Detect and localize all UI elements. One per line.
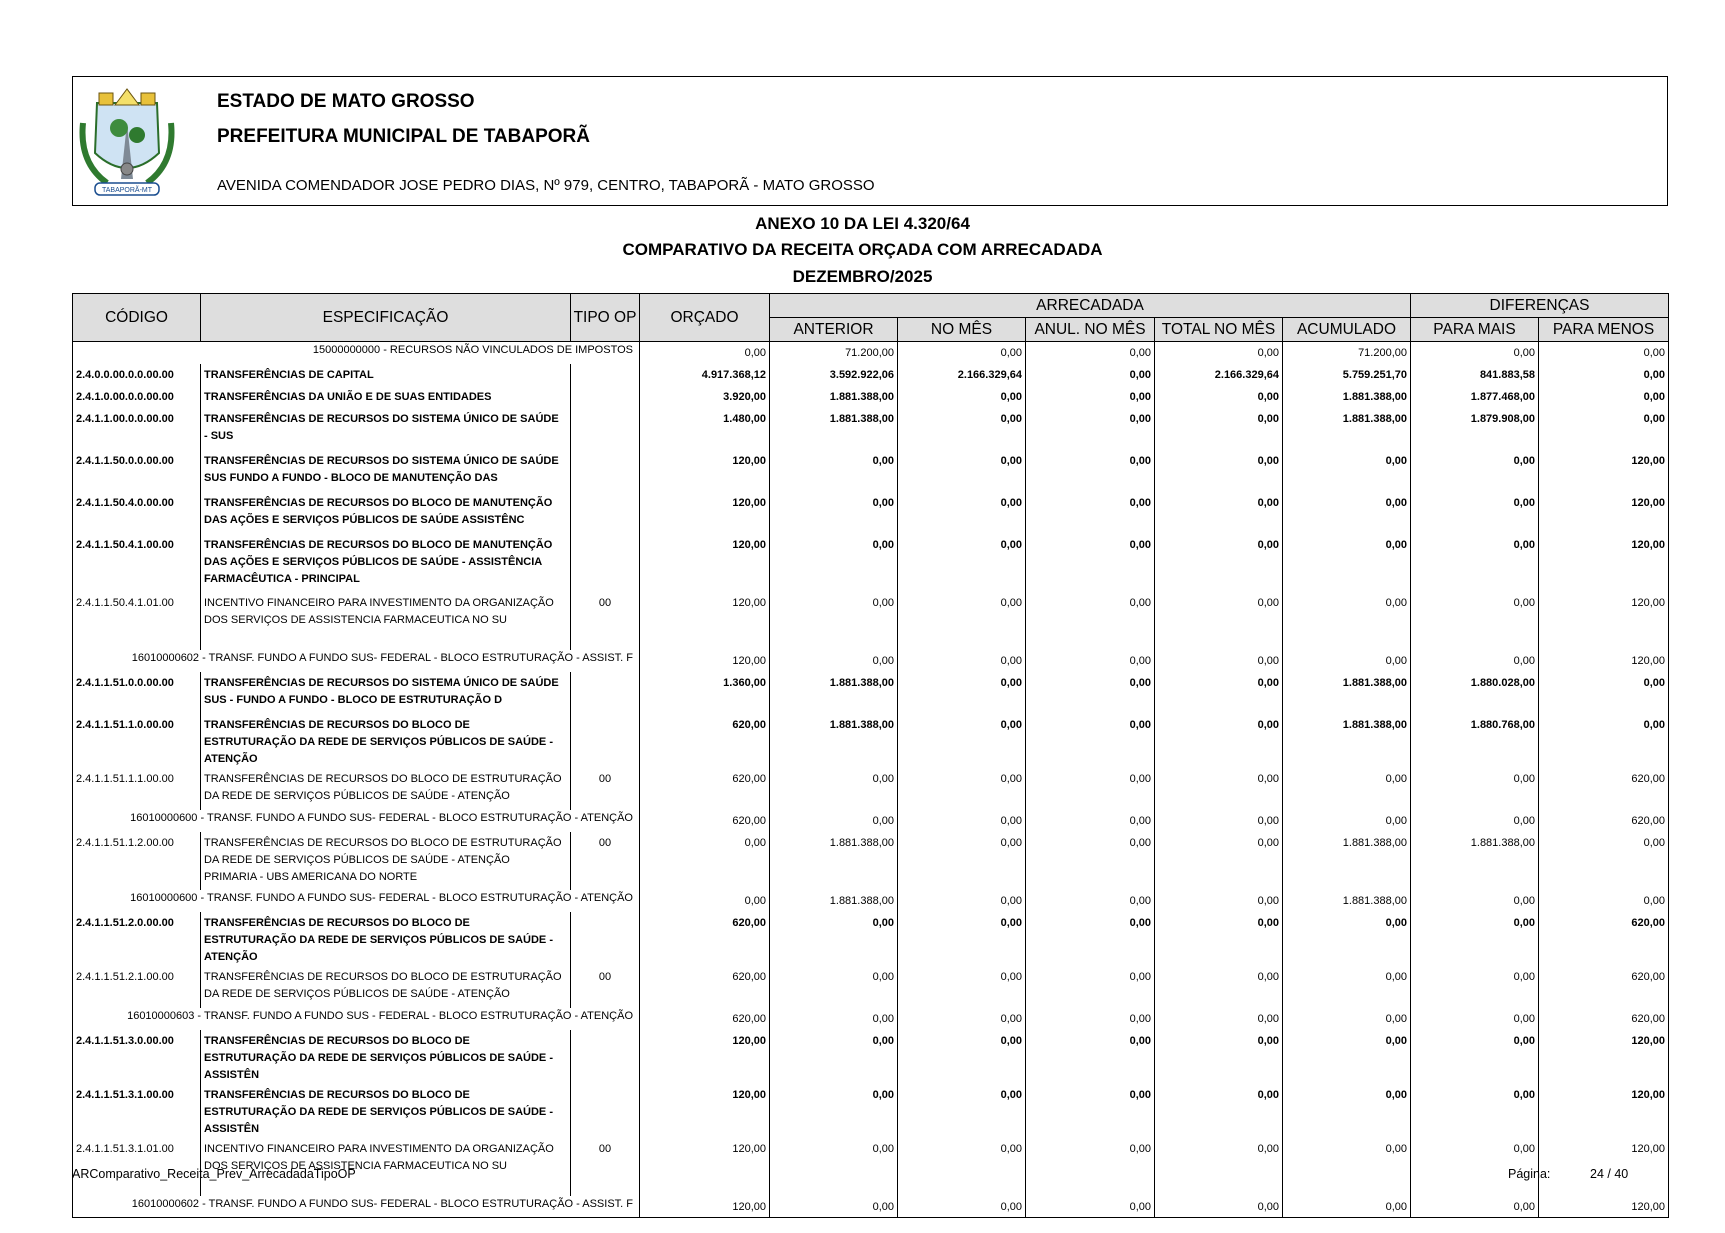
cell-anterior: 3.592.922,06	[770, 364, 898, 386]
cell-orcado: 120,00	[640, 1138, 770, 1196]
cell-anterior: 0,00	[770, 1084, 898, 1138]
table-row	[73, 966, 1669, 1008]
cell-no-mes: 0,00	[898, 408, 1026, 450]
especificacao-text: TRANSFERÊNCIAS DE RECURSOS DO BLOCO DE ESTRUTURAÇÃO DA REDE DE SERVIÇOS PÚBLICOS DE SAÚDE - ATENÇÃO	[204, 916, 553, 963]
cell-orcado: 1.360,00	[640, 672, 770, 714]
col-header-anterior: ANTERIOR	[770, 318, 898, 342]
cell-tipo-op	[571, 1030, 640, 1084]
especificacao-text: TRANSFERÊNCIAS DE RECURSOS DO SISTEMA ÚNICO DE SAÚDE - SUS	[204, 412, 559, 442]
funding-source-cell	[73, 342, 640, 364]
cell-para-menos: 120,00	[1539, 1196, 1669, 1218]
cell-total-no-mes: 0,00	[1155, 492, 1283, 534]
funding-source-row	[73, 1196, 1669, 1218]
cell-acumulado: 0,00	[1283, 768, 1411, 810]
cell-total-no-mes: 0,00	[1155, 1030, 1283, 1084]
cell-para-mais: 0,00	[1411, 534, 1539, 592]
cell-para-mais: 0,00	[1411, 810, 1539, 832]
cell-para-menos: 0,00	[1539, 408, 1669, 450]
cell-anul-no-mes: 0,00	[1026, 810, 1155, 832]
especificacao-text: TRANSFERÊNCIAS DE RECURSOS DO SISTEMA ÚNICO DE SAÚDE SUS FUNDO A FUNDO - BLOCO DE MANUTENÇÃO DAS	[204, 454, 559, 484]
cell-orcado: 620,00	[640, 1008, 770, 1030]
cell-tipo-op	[571, 408, 640, 450]
col-header-para-mais: PARA MAIS	[1411, 318, 1539, 342]
page-label: Página:	[1508, 1167, 1551, 1181]
cell-orcado: 620,00	[640, 768, 770, 810]
cell-anul-no-mes: 0,00	[1026, 714, 1155, 768]
cell-anterior: 0,00	[770, 1138, 898, 1196]
cell-especificacao	[201, 592, 571, 650]
cell-para-mais: 1.880.028,00	[1411, 672, 1539, 714]
cell-para-mais: 0,00	[1411, 450, 1539, 492]
cell-no-mes: 0,00	[898, 650, 1026, 672]
cell-para-menos: 620,00	[1539, 768, 1669, 810]
cell-anterior: 0,00	[770, 1196, 898, 1218]
funding-source-row	[73, 1008, 1669, 1030]
col-header-no-mes: NO MÊS	[898, 318, 1026, 342]
especificacao-text: TRANSFERÊNCIAS DE RECURSOS DO BLOCO DE ESTRUTURAÇÃO DA REDE DE SERVIÇOS PÚBLICOS DE SAÚDE - ATENÇÃO PRIMARIA - UBS AMERICANA DO NORTE	[204, 836, 562, 883]
table-row	[73, 408, 1669, 450]
cell-acumulado: 1.881.388,00	[1283, 832, 1411, 890]
col-group-arrecadada: ARRECADADA	[770, 294, 1411, 318]
cell-total-no-mes: 0,00	[1155, 650, 1283, 672]
cell-orcado: 120,00	[640, 592, 770, 650]
cell-total-no-mes: 2.166.329,64	[1155, 364, 1283, 386]
cell-orcado: 120,00	[640, 534, 770, 592]
table-body	[73, 342, 1669, 1218]
cell-acumulado: 5.759.251,70	[1283, 364, 1411, 386]
cell-tipo-op: 00	[571, 592, 640, 650]
col-group-diferencas: DIFERENÇAS	[1411, 294, 1669, 318]
report-header	[72, 76, 1668, 206]
cell-para-mais: 0,00	[1411, 1084, 1539, 1138]
cell-orcado: 0,00	[640, 342, 770, 364]
funding-source-cell	[73, 1196, 640, 1218]
cell-para-menos: 120,00	[1539, 450, 1669, 492]
cell-anterior: 0,00	[770, 534, 898, 592]
col-header-acumulado: ACUMULADO	[1283, 318, 1411, 342]
cell-codigo: 2.4.1.1.51.3.0.00.00	[73, 1030, 201, 1084]
cell-acumulado: 0,00	[1283, 1008, 1411, 1030]
table-row	[73, 364, 1669, 386]
cell-para-mais: 0,00	[1411, 1030, 1539, 1084]
cell-codigo: 2.4.1.1.51.2.1.00.00	[73, 966, 201, 1008]
cell-anterior: 0,00	[770, 912, 898, 966]
logo-caption: TABAPORÃ-MT	[101, 187, 153, 194]
col-header-orcado: ORÇADO	[640, 294, 770, 342]
especificacao-text: TRANSFERÊNCIAS DE RECURSOS DO BLOCO DE ESTRUTURAÇÃO DA REDE DE SERVIÇOS PÚBLICOS DE SAÚDE - ATENÇÃO	[204, 772, 562, 802]
cell-anul-no-mes: 0,00	[1026, 912, 1155, 966]
cell-anterior: 1.881.388,00	[770, 890, 898, 912]
col-header-para-menos: PARA MENOS	[1539, 318, 1669, 342]
cell-para-mais: 1.877.468,00	[1411, 386, 1539, 408]
cell-no-mes: 0,00	[898, 890, 1026, 912]
cell-anul-no-mes: 0,00	[1026, 672, 1155, 714]
table-row	[73, 912, 1669, 966]
cell-anul-no-mes: 0,00	[1026, 768, 1155, 810]
funding-source-cell	[73, 1008, 640, 1030]
cell-anterior: 0,00	[770, 650, 898, 672]
cell-anterior: 0,00	[770, 810, 898, 832]
cell-total-no-mes: 0,00	[1155, 890, 1283, 912]
cell-no-mes: 0,00	[898, 810, 1026, 832]
cell-orcado: 120,00	[640, 650, 770, 672]
cell-para-mais: 0,00	[1411, 912, 1539, 966]
cell-orcado: 620,00	[640, 714, 770, 768]
cell-para-mais: 1.881.388,00	[1411, 832, 1539, 890]
cell-no-mes: 0,00	[898, 672, 1026, 714]
cell-especificacao	[201, 386, 571, 408]
cell-especificacao	[201, 714, 571, 768]
cell-total-no-mes: 0,00	[1155, 912, 1283, 966]
funding-source-label: 16010000602 - TRANSF. FUNDO A FUNDO SUS- FEDERAL - BLOCO ESTRUTURAÇÃO - ASSIST. F	[131, 651, 633, 664]
cell-codigo: 2.4.1.1.51.1.0.00.00	[73, 714, 201, 768]
cell-anterior: 0,00	[770, 768, 898, 810]
cell-tipo-op	[571, 364, 640, 386]
cell-orcado: 120,00	[640, 1030, 770, 1084]
cell-para-menos: 0,00	[1539, 832, 1669, 890]
cell-tipo-op: 00	[571, 768, 640, 810]
cell-total-no-mes: 0,00	[1155, 672, 1283, 714]
cell-para-mais: 0,00	[1411, 1008, 1539, 1030]
cell-para-mais: 0,00	[1411, 592, 1539, 650]
cell-codigo: 2.4.1.1.51.1.1.00.00	[73, 768, 201, 810]
cell-para-menos: 0,00	[1539, 386, 1669, 408]
funding-source-cell	[73, 650, 640, 672]
cell-no-mes: 0,00	[898, 342, 1026, 364]
report-identifier: ARComparativo_Receita_Prev_ArrecadadaTipoOP	[72, 1167, 356, 1181]
municipality-name: PREFEITURA MUNICIPAL DE TABAPORÃ	[217, 126, 590, 147]
cell-acumulado: 1.881.388,00	[1283, 408, 1411, 450]
cell-total-no-mes: 0,00	[1155, 832, 1283, 890]
cell-para-menos: 120,00	[1539, 592, 1669, 650]
cell-para-mais: 1.880.768,00	[1411, 714, 1539, 768]
cell-total-no-mes: 0,00	[1155, 592, 1283, 650]
cell-especificacao	[201, 672, 571, 714]
cell-anul-no-mes: 0,00	[1026, 890, 1155, 912]
table-row	[73, 1030, 1669, 1084]
cell-anul-no-mes: 0,00	[1026, 534, 1155, 592]
cell-anterior: 1.881.388,00	[770, 408, 898, 450]
cell-especificacao	[201, 1030, 571, 1084]
cell-tipo-op: 00	[571, 832, 640, 890]
cell-para-menos: 620,00	[1539, 966, 1669, 1008]
cell-para-menos: 120,00	[1539, 1084, 1669, 1138]
cell-orcado: 120,00	[640, 450, 770, 492]
cell-tipo-op	[571, 1084, 640, 1138]
cell-tipo-op	[571, 492, 640, 534]
cell-codigo: 2.4.1.1.51.2.0.00.00	[73, 912, 201, 966]
especificacao-text: TRANSFERÊNCIAS DE RECURSOS DO SISTEMA ÚNICO DE SAÚDE SUS - FUNDO A FUNDO - BLOCO DE ESTRUTURAÇÃO D	[204, 676, 559, 706]
cell-acumulado: 0,00	[1283, 912, 1411, 966]
cell-para-menos: 620,00	[1539, 1008, 1669, 1030]
cell-orcado: 0,00	[640, 832, 770, 890]
cell-no-mes: 0,00	[898, 1008, 1026, 1030]
cell-no-mes: 0,00	[898, 534, 1026, 592]
cell-codigo: 2.4.1.1.50.0.0.00.00	[73, 450, 201, 492]
cell-para-mais: 0,00	[1411, 492, 1539, 534]
cell-tipo-op	[571, 714, 640, 768]
cell-para-mais: 0,00	[1411, 966, 1539, 1008]
col-header-anul-no-mes: ANUL. NO MÊS	[1026, 318, 1155, 342]
cell-anterior: 0,00	[770, 492, 898, 534]
cell-especificacao	[201, 450, 571, 492]
cell-para-menos: 0,00	[1539, 890, 1669, 912]
cell-para-menos: 620,00	[1539, 912, 1669, 966]
cell-codigo: 2.4.1.1.51.3.1.01.00	[73, 1138, 201, 1196]
cell-anul-no-mes: 0,00	[1026, 650, 1155, 672]
cell-tipo-op	[571, 386, 640, 408]
cell-acumulado: 0,00	[1283, 810, 1411, 832]
especificacao-text: TRANSFERÊNCIAS DE RECURSOS DO BLOCO DE MANUTENÇÃO DAS AÇÕES E SERVIÇOS PÚBLICOS DE SAÚDE ASSISTÊNC	[204, 496, 553, 526]
revenue-comparison-table	[72, 293, 1669, 1218]
cell-para-menos: 120,00	[1539, 1138, 1669, 1196]
cell-orcado: 620,00	[640, 810, 770, 832]
report-title: COMPARATIVO DA RECEITA ORÇADA COM ARRECADADA	[622, 240, 1103, 259]
especificacao-text: INCENTIVO FINANCEIRO PARA INVESTIMENTO DA ORGANIZAÇÃO DOS SERVIÇOS DE ASSISTENCIA FARMACEUTICA NO SU	[204, 1142, 554, 1172]
cell-para-mais: 0,00	[1411, 890, 1539, 912]
cell-anul-no-mes: 0,00	[1026, 832, 1155, 890]
cell-orcado: 120,00	[640, 1196, 770, 1218]
cell-acumulado: 0,00	[1283, 1030, 1411, 1084]
funding-source-label: 16010000600 - TRANSF. FUNDO A FUNDO SUS- FEDERAL - BLOCO ESTRUTURAÇÃO - ATENÇÃO	[130, 811, 633, 824]
cell-anterior: 0,00	[770, 1030, 898, 1084]
cell-acumulado: 0,00	[1283, 450, 1411, 492]
cell-codigo: 2.4.1.1.50.4.1.00.00	[73, 534, 201, 592]
cell-codigo: 2.4.1.1.00.0.0.00.00	[73, 408, 201, 450]
cell-codigo: 2.4.1.1.51.3.1.00.00	[73, 1084, 201, 1138]
cell-orcado: 620,00	[640, 966, 770, 1008]
cell-especificacao	[201, 912, 571, 966]
cell-anul-no-mes: 0,00	[1026, 1030, 1155, 1084]
col-header-total-no-mes: TOTAL NO MÊS	[1155, 318, 1283, 342]
cell-total-no-mes: 0,00	[1155, 1084, 1283, 1138]
especificacao-text: INCENTIVO FINANCEIRO PARA INVESTIMENTO DA ORGANIZAÇÃO DOS SERVIÇOS DE ASSISTENCIA FARMACEUTICA NO SU	[204, 596, 554, 626]
cell-total-no-mes: 0,00	[1155, 342, 1283, 364]
page-number: 24 / 40	[1590, 1167, 1629, 1181]
cell-anterior: 1.881.388,00	[770, 386, 898, 408]
cell-codigo: 2.4.0.0.00.0.0.00.00	[73, 364, 201, 386]
table-row	[73, 832, 1669, 890]
especificacao-text: TRANSFERÊNCIAS DE RECURSOS DO BLOCO DE ESTRUTURAÇÃO DA REDE DE SERVIÇOS PÚBLICOS DE SAÚDE - ATENÇÃO	[204, 718, 553, 765]
report-period: DEZEMBRO/2025	[792, 267, 933, 286]
cell-no-mes: 0,00	[898, 492, 1026, 534]
cell-anterior: 1.881.388,00	[770, 714, 898, 768]
col-header-codigo: CÓDIGO	[73, 294, 201, 342]
cell-total-no-mes: 0,00	[1155, 386, 1283, 408]
funding-source-label: 16010000603 - TRANSF. FUNDO A FUNDO SUS - FEDERAL - BLOCO ESTRUTURAÇÃO - ATENÇÃO	[127, 1009, 633, 1022]
especificacao-text: TRANSFERÊNCIAS DE RECURSOS DO BLOCO DE ESTRUTURAÇÃO DA REDE DE SERVIÇOS PÚBLICOS DE SAÚDE - ASSISTÊN	[204, 1034, 553, 1081]
cell-para-mais: 0,00	[1411, 1196, 1539, 1218]
cell-especificacao	[201, 966, 571, 1008]
cell-codigo: 2.4.1.0.00.0.0.00.00	[73, 386, 201, 408]
cell-para-menos: 620,00	[1539, 810, 1669, 832]
cell-tipo-op: 00	[571, 1138, 640, 1196]
state-name: ESTADO DE MATO GROSSO	[217, 91, 475, 112]
cell-total-no-mes: 0,00	[1155, 450, 1283, 492]
especificacao-text: TRANSFERÊNCIAS DA UNIÃO E DE SUAS ENTIDADES	[204, 390, 492, 403]
table-row	[73, 592, 1669, 650]
cell-acumulado: 0,00	[1283, 650, 1411, 672]
cell-especificacao	[201, 492, 571, 534]
table-row	[73, 534, 1669, 592]
cell-anterior: 0,00	[770, 592, 898, 650]
table-row	[73, 492, 1669, 534]
funding-source-cell	[73, 810, 640, 832]
cell-orcado: 3.920,00	[640, 386, 770, 408]
table-row	[73, 768, 1669, 810]
cell-anul-no-mes: 0,00	[1026, 408, 1155, 450]
cell-no-mes: 0,00	[898, 386, 1026, 408]
cell-orcado: 120,00	[640, 492, 770, 534]
cell-acumulado: 0,00	[1283, 592, 1411, 650]
cell-para-menos: 120,00	[1539, 650, 1669, 672]
cell-no-mes: 0,00	[898, 966, 1026, 1008]
cell-especificacao	[201, 408, 571, 450]
table-row	[73, 450, 1669, 492]
cell-codigo: 2.4.1.1.51.1.2.00.00	[73, 832, 201, 890]
funding-source-cell	[73, 890, 640, 912]
cell-anul-no-mes: 0,00	[1026, 386, 1155, 408]
especificacao-text: TRANSFERÊNCIAS DE CAPITAL	[204, 368, 374, 381]
col-header-especificacao: ESPECIFICAÇÃO	[201, 294, 571, 342]
cell-total-no-mes: 0,00	[1155, 534, 1283, 592]
cell-especificacao	[201, 534, 571, 592]
table-row	[73, 714, 1669, 768]
cell-para-mais: 0,00	[1411, 768, 1539, 810]
cell-para-menos: 120,00	[1539, 534, 1669, 592]
funding-source-row	[73, 650, 1669, 672]
cell-orcado: 4.917.368,12	[640, 364, 770, 386]
cell-no-mes: 2.166.329,64	[898, 364, 1026, 386]
cell-anul-no-mes: 0,00	[1026, 966, 1155, 1008]
funding-source-row	[73, 810, 1669, 832]
funding-source-label: 16010000600 - TRANSF. FUNDO A FUNDO SUS- FEDERAL - BLOCO ESTRUTURAÇÃO - ATENÇÃO	[130, 891, 633, 904]
cell-total-no-mes: 0,00	[1155, 1196, 1283, 1218]
cell-anterior: 71.200,00	[770, 342, 898, 364]
cell-anul-no-mes: 0,00	[1026, 492, 1155, 534]
especificacao-text: TRANSFERÊNCIAS DE RECURSOS DO BLOCO DE ESTRUTURAÇÃO DA REDE DE SERVIÇOS PÚBLICOS DE SAÚDE - ATENÇÃO	[204, 970, 562, 1000]
cell-no-mes: 0,00	[898, 1138, 1026, 1196]
cell-anul-no-mes: 0,00	[1026, 1008, 1155, 1030]
cell-tipo-op	[571, 450, 640, 492]
cell-total-no-mes: 0,00	[1155, 768, 1283, 810]
funding-source-label: 16010000602 - TRANSF. FUNDO A FUNDO SUS- FEDERAL - BLOCO ESTRUTURAÇÃO - ASSIST. F	[131, 1197, 633, 1210]
cell-tipo-op	[571, 534, 640, 592]
cell-tipo-op	[571, 672, 640, 714]
cell-anterior: 1.881.388,00	[770, 832, 898, 890]
cell-no-mes: 0,00	[898, 1030, 1026, 1084]
table-row	[73, 1084, 1669, 1138]
cell-para-mais: 0,00	[1411, 650, 1539, 672]
cell-orcado: 620,00	[640, 912, 770, 966]
cell-para-menos: 0,00	[1539, 672, 1669, 714]
table-row	[73, 386, 1669, 408]
funding-source-row	[73, 890, 1669, 912]
cell-orcado: 120,00	[640, 1084, 770, 1138]
cell-acumulado: 0,00	[1283, 492, 1411, 534]
cell-especificacao	[201, 364, 571, 386]
cell-no-mes: 0,00	[898, 768, 1026, 810]
cell-no-mes: 0,00	[898, 1196, 1026, 1218]
cell-especificacao	[201, 768, 571, 810]
cell-anul-no-mes: 0,00	[1026, 592, 1155, 650]
cell-para-mais: 841.883,58	[1411, 364, 1539, 386]
cell-para-menos: 0,00	[1539, 342, 1669, 364]
cell-anul-no-mes: 0,00	[1026, 342, 1155, 364]
cell-total-no-mes: 0,00	[1155, 1138, 1283, 1196]
table-row	[73, 672, 1669, 714]
cell-acumulado: 1.881.388,00	[1283, 386, 1411, 408]
cell-acumulado: 1.881.388,00	[1283, 714, 1411, 768]
cell-especificacao	[201, 1084, 571, 1138]
municipal-coat-of-arms-logo	[77, 83, 177, 201]
cell-anul-no-mes: 0,00	[1026, 1138, 1155, 1196]
especificacao-text: TRANSFERÊNCIAS DE RECURSOS DO BLOCO DE ESTRUTURAÇÃO DA REDE DE SERVIÇOS PÚBLICOS DE SAÚDE - ASSISTÊN	[204, 1088, 553, 1135]
cell-para-mais: 0,00	[1411, 342, 1539, 364]
cell-anul-no-mes: 0,00	[1026, 1196, 1155, 1218]
cell-acumulado: 0,00	[1283, 966, 1411, 1008]
col-header-tipo-op: TIPO OP	[571, 294, 640, 342]
funding-source-row	[73, 342, 1669, 364]
cell-no-mes: 0,00	[898, 714, 1026, 768]
cell-anterior: 0,00	[770, 1008, 898, 1030]
cell-tipo-op	[571, 912, 640, 966]
cell-no-mes: 0,00	[898, 592, 1026, 650]
cell-codigo: 2.4.1.1.50.4.1.01.00	[73, 592, 201, 650]
cell-acumulado: 0,00	[1283, 1084, 1411, 1138]
cell-tipo-op: 00	[571, 966, 640, 1008]
cell-para-mais: 1.879.908,00	[1411, 408, 1539, 450]
cell-no-mes: 0,00	[898, 832, 1026, 890]
cell-acumulado: 0,00	[1283, 1196, 1411, 1218]
cell-acumulado: 1.881.388,00	[1283, 672, 1411, 714]
cell-orcado: 1.480,00	[640, 408, 770, 450]
cell-anul-no-mes: 0,00	[1026, 1084, 1155, 1138]
cell-no-mes: 0,00	[898, 450, 1026, 492]
cell-anul-no-mes: 0,00	[1026, 364, 1155, 386]
cell-anterior: 0,00	[770, 966, 898, 1008]
cell-para-menos: 120,00	[1539, 1030, 1669, 1084]
cell-acumulado: 71.200,00	[1283, 342, 1411, 364]
cell-total-no-mes: 0,00	[1155, 810, 1283, 832]
funding-source-label: 15000000000 - RECURSOS NÃO VINCULADOS DE IMPOSTOS	[312, 344, 633, 356]
cell-total-no-mes: 0,00	[1155, 1008, 1283, 1030]
cell-acumulado: 0,00	[1283, 1138, 1411, 1196]
report-title-annex: ANEXO 10 DA LEI 4.320/64	[755, 214, 970, 233]
cell-total-no-mes: 0,00	[1155, 714, 1283, 768]
cell-anterior: 0,00	[770, 450, 898, 492]
cell-acumulado: 1.881.388,00	[1283, 890, 1411, 912]
especificacao-text: TRANSFERÊNCIAS DE RECURSOS DO BLOCO DE MANUTENÇÃO DAS AÇÕES E SERVIÇOS PÚBLICOS DE SAÚDE - ASSISTÊNCIA FARMACÊUTICA - PRINCIPAL	[204, 538, 553, 585]
cell-para-menos: 120,00	[1539, 492, 1669, 534]
cell-anul-no-mes: 0,00	[1026, 450, 1155, 492]
cell-codigo: 2.4.1.1.51.0.0.00.00	[73, 672, 201, 714]
cell-orcado: 0,00	[640, 890, 770, 912]
cell-acumulado: 0,00	[1283, 534, 1411, 592]
cell-codigo: 2.4.1.1.50.4.0.00.00	[73, 492, 201, 534]
municipality-address: AVENIDA COMENDADOR JOSE PEDRO DIAS, Nº 979, CENTRO, TABAPORÃ - MATO GROSSO	[217, 177, 875, 194]
cell-total-no-mes: 0,00	[1155, 966, 1283, 1008]
cell-para-mais: 0,00	[1411, 1138, 1539, 1196]
cell-no-mes: 0,00	[898, 1084, 1026, 1138]
cell-anterior: 1.881.388,00	[770, 672, 898, 714]
cell-para-menos: 0,00	[1539, 714, 1669, 768]
cell-especificacao	[201, 832, 571, 890]
cell-no-mes: 0,00	[898, 912, 1026, 966]
cell-para-menos: 0,00	[1539, 364, 1669, 386]
cell-total-no-mes: 0,00	[1155, 408, 1283, 450]
